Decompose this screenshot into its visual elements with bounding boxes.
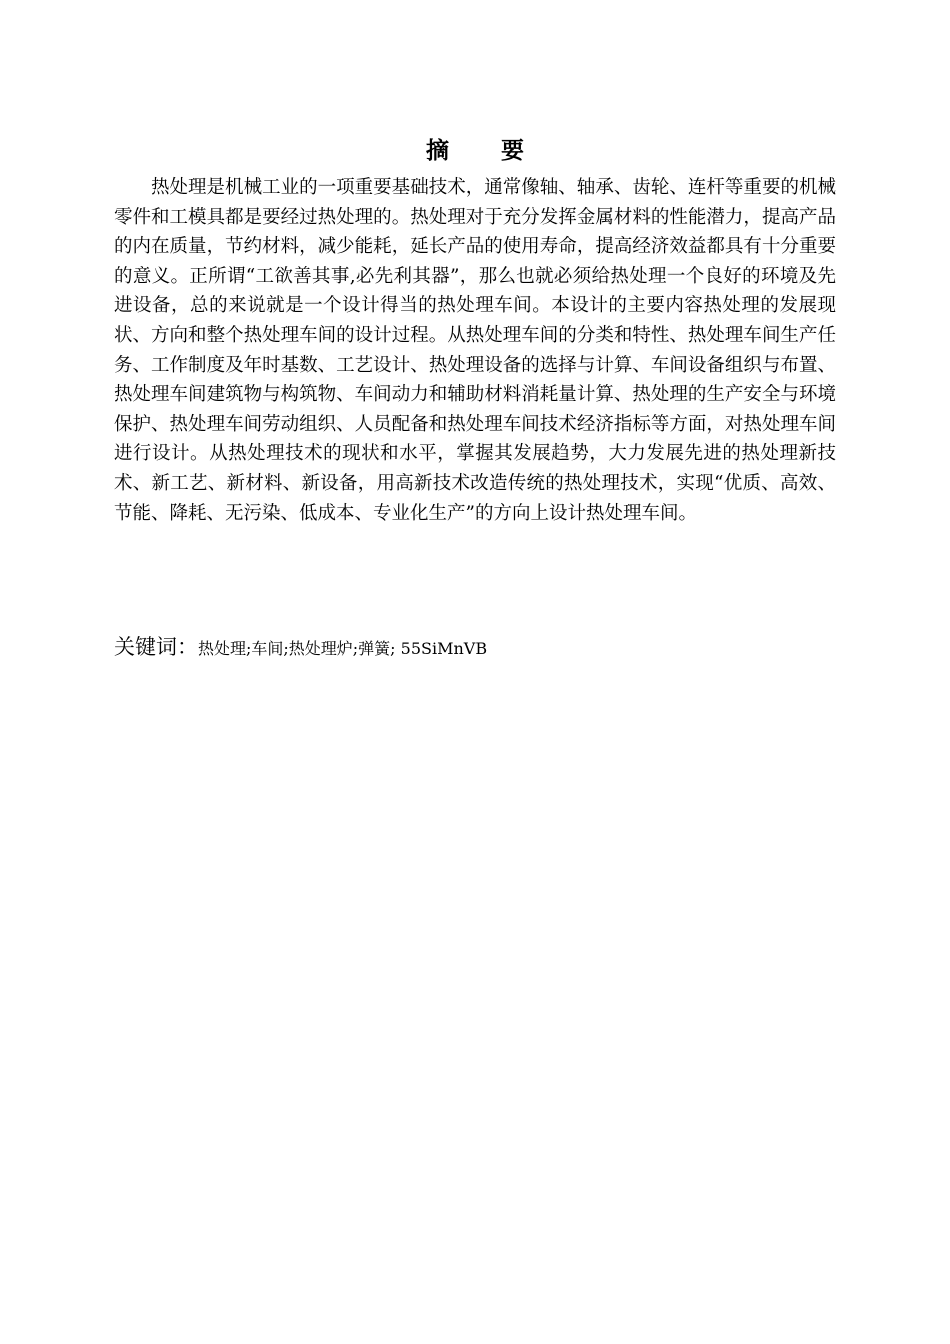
keywords-value: 热处理;车间;热处理炉;弹簧; 55SiMnVB — [198, 639, 488, 658]
keywords-label: 关键词： — [114, 635, 198, 659]
abstract-title: 摘 要 — [425, 138, 546, 164]
abstract-paragraph: 热处理是机械工业的一项重要基础技术，通常像轴、轴承、齿轮、连杆等重要的机械零件和工模具都是要经过热处理的。热处理对于充分发挥金属材料的性能潜力，提高产品的内在质量，节约材料，减少能耗，延长产品的使用寿命，提高经济效益都具有十分重要的意义。正所谓“工欲善其事,必先利其器”，那么也就必须给热处理一个良好的环境及先进设备，总的来说就是一个设计得当的热处理车间。本设计的主要内容热处理的发展现状、方向和整个热处理车间的设计过程。从热处理车间的分类和特性、热处理车间生产任务、工作制度及年时基数、工艺设计、热处理设备的选择与计算、车间设备组织与布置、热处理车间建筑物与构筑物、车间动力和辅助材料消耗量计算、热处理的生产安全与环境保护、热处理车间劳动组织、人员配备和热处理车间技术经济指标等方面，对热处理车间进行设计。从热处理技术的现状和水平，掌握其发展趋势，大力发展先进的热处理新技术、新工艺、新材料、新设备，用高新技术改造传统的热处理技术，实现“优质、高效、节能、降耗、无污染、低成本、专业化生产”的方向上设计热处理车间。 — [114, 177, 836, 524]
keywords-line — [114, 632, 836, 665]
